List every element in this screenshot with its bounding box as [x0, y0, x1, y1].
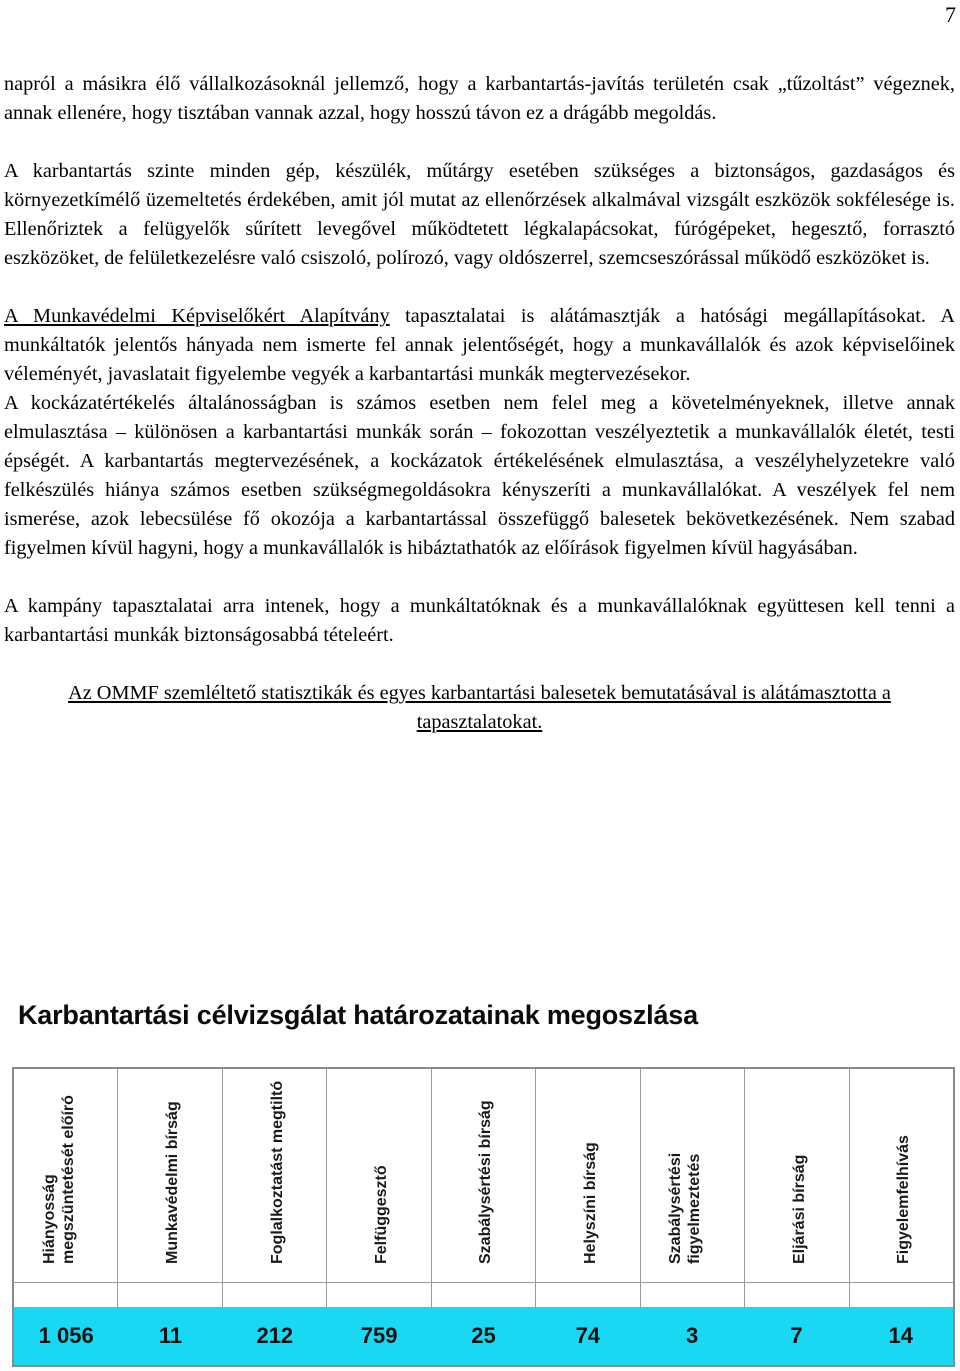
value-cell: 1 056 [38, 1323, 94, 1348]
value-cell: 11 [158, 1323, 183, 1348]
value-cell: 25 [471, 1323, 496, 1348]
header-cell [14, 1069, 118, 1282]
header-cell [118, 1069, 222, 1282]
paragraph-4: A kockázatértékelés általánosságban is számos esetben nem felel meg a követelményeknek, illetve annak elmulasztása – különösen a karbantartási munkák során – fokozottan veszélyeztetik a munkavállalók életét, testi épségét. A karbantartás megtervezésének, a kockázatok értékelésének elmulasztása, a veszélyhelyzetekre való felkészülés hiánya számos esetben szükségmegoldásokra kényszeríti a munkavállalókat. A veszélyek fel nem ismerése, azok lebecsülése fő okozója a karbantartással összefüggő balesetek bekövetkezésének. Nem szabad figyelmen kívül hagyni, hogy a munkavállalók is hibáztathatók az előírások figyelmen kívül hagyásában. [4, 392, 955, 559]
value-cell: 212 [256, 1323, 294, 1348]
paragraph-3-text: tapasztalatai is alátámasztják a hatósági megállapításokat. A munkáltatók jelentős hányada nem ismerte fel annak jelentőségét, hogy a munkavállalók és azok képviselőinek véleményét, javaslatait figyelembe vegyék a karbantartási munkák megtervezésekor. [4, 305, 955, 385]
table-value-row [14, 1307, 953, 1365]
decisions-table [12, 1067, 955, 1367]
foundation-name: A Munkavédelmi Képviselőkért Alapítvány [4, 305, 390, 327]
column-label: Szabálysértési figyelmeztetés [667, 1152, 704, 1264]
column-label: Figyelemfelhívás [895, 1135, 913, 1264]
value-cell: 14 [888, 1323, 914, 1348]
header-cell [536, 1069, 640, 1282]
header-cell [432, 1069, 536, 1282]
column-label: Felfüggesztő [373, 1165, 391, 1264]
column-label: Hiányosság megszüntetését előíró [40, 1095, 77, 1264]
value-cell: 74 [575, 1323, 601, 1348]
column-label: Foglalkoztatást megtiltó [268, 1080, 286, 1264]
paragraph-5: A kampány tapasztalatai arra intenek, hogy a munkáltatóknak és a munkavállalóknak együttesen kell tenni a karbantartási munkák biztonságosabbá tételeért. [4, 595, 955, 646]
table-spacer-row [14, 1282, 953, 1307]
header-cell [745, 1069, 849, 1282]
header-cell [641, 1069, 745, 1282]
value-cell: 3 [686, 1323, 699, 1348]
paragraph-1: napról a másikra élő vállalkozásoknál jellemző, hogy a karbantartás-javítás területén csak „tűzoltást” végeznek, annak ellenére, hogy tisztában vannak azzal, hogy hosszú távon ez a drágább megoldás. [4, 73, 955, 124]
page-number: 7 [945, 2, 956, 27]
paragraph-3 [4, 302, 955, 389]
value-cell: 759 [360, 1323, 398, 1348]
header-cell [850, 1069, 953, 1282]
column-label: Munkavédelmi bírság [164, 1101, 182, 1264]
column-label: Helyszíni bírság [581, 1142, 599, 1264]
paragraph-2: A karbantartás szinte minden gép, készülék, műtárgy esetében szükséges a biztonságos, gazdaságos és környezetkímélő üzemeltetés érdekében, amit jól mutat az ellenőrzések alkalmával vizsgált eszközök sokfélesége is. Ellenőriztek a felügyelők sűrített levegővel működtetett légkalapácsokat, fúrógépeket, hegesztő, forrasztó eszközöket, de felületkezelésre való csiszoló, polírozó, vagy oldószerrel, szemcseszórással működő eszközöket is. [4, 160, 955, 269]
document-body [4, 70, 955, 737]
table-title: Karbantartási célvizsgálat határozatainak megoszlása [18, 1000, 698, 1030]
paragraph-6: Az OMMF szemléltető statisztikák és egyes karbantartási balesetek bemutatásával is alátámasztotta a tapasztalatokat. [68, 682, 891, 733]
value-cell: 7 [790, 1323, 803, 1348]
header-cell [223, 1069, 327, 1282]
header-cell [327, 1069, 431, 1282]
table-header-row [14, 1069, 953, 1282]
column-label: Szabálysértési bírság [477, 1100, 495, 1264]
column-label: Eljárási bírság [790, 1154, 808, 1264]
